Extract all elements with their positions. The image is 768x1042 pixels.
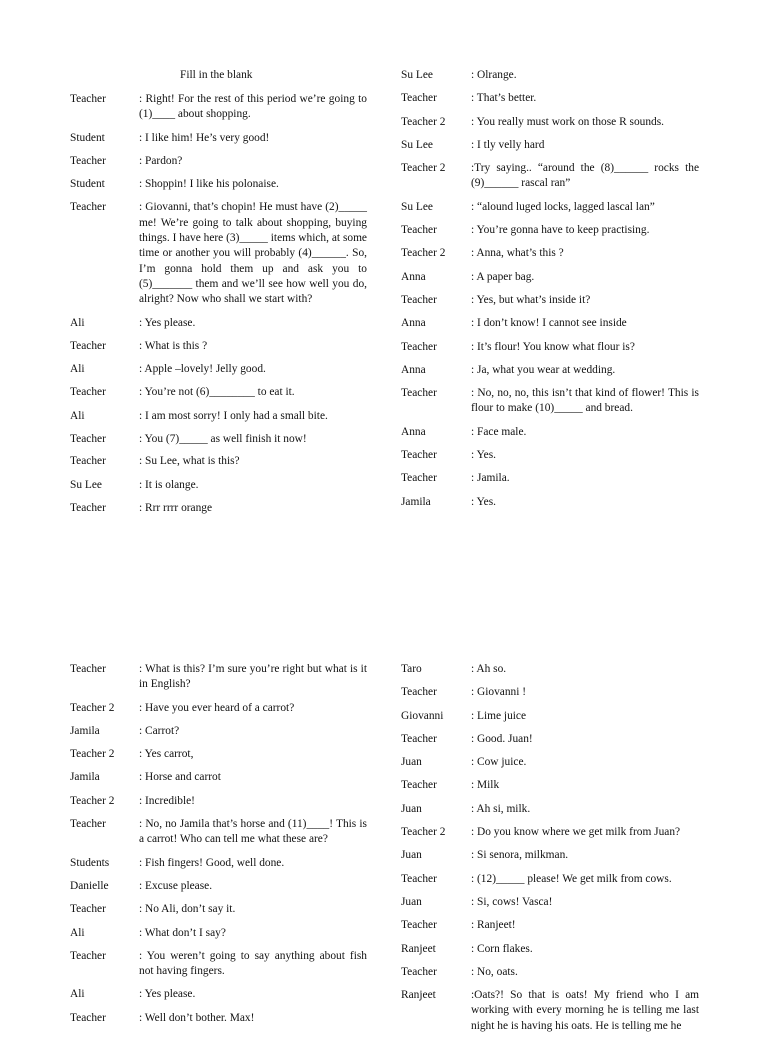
speaker-name: Teacher [401, 293, 437, 306]
dialogue-row [70, 200, 367, 307]
dialogue-row [70, 385, 367, 400]
dialogue-line: : What is this? I’m sure you’re right but what is it in English? [139, 663, 367, 691]
dialogue-line: : Fish fingers! Good, well done. [139, 856, 285, 869]
dialogue-row [70, 701, 367, 716]
dialogue-row [401, 988, 699, 1034]
speaker-name: Teacher [70, 903, 106, 916]
speaker-name: Teacher [70, 386, 106, 399]
speaker-name: Ali [70, 926, 85, 939]
speaker-name: Teacher [401, 472, 437, 485]
speaker-name: Ali [70, 409, 85, 422]
dialogue-row [401, 709, 699, 724]
dialogue-line: : Si senora, milkman. [471, 849, 569, 862]
dialogue-row [401, 316, 699, 331]
speaker-name: Anna [401, 270, 426, 283]
dialogue-row [401, 778, 699, 793]
speaker-name: Ali [70, 988, 85, 1001]
dialogue-row [70, 856, 367, 871]
dialogue-line: : I like him! He’s very good! [139, 131, 270, 144]
dialogue-row [70, 92, 367, 123]
dialogue-row [401, 91, 699, 106]
dialogue-line: : Yes. [471, 495, 497, 508]
speaker-name: Juan [401, 756, 422, 769]
speaker-name: Teacher [401, 387, 437, 400]
dialogue-row [401, 200, 699, 215]
dialogue-row [70, 794, 367, 809]
dialogue-line: : Do you know where we get milk from Juan? [471, 826, 681, 839]
dialogue-line: : It is olange. [139, 478, 199, 491]
dialogue-row [401, 386, 699, 417]
dialogue-line: : Ranjeet! [471, 919, 516, 932]
dialogue-row [401, 755, 699, 770]
speaker-name: Teacher [70, 339, 106, 352]
dialogue-line: : No, oats. [471, 965, 518, 978]
dialogue-line: : Yes please. [139, 988, 196, 1001]
speaker-name: Su Lee [401, 138, 433, 151]
dialogue-row [70, 747, 367, 762]
dialogue-line: : Yes carrot, [139, 748, 194, 761]
dialogue-row [70, 177, 367, 192]
dialogue-line: : (12)_____ please! We get milk from cows. [471, 872, 672, 885]
dialogue-line: : Corn flakes. [471, 942, 533, 955]
speaker-name: Ali [70, 316, 85, 329]
dialogue-row [401, 825, 699, 840]
dialogue-row [70, 879, 367, 894]
dialogue-line: : Carrot? [139, 724, 180, 737]
dialogue-row [70, 339, 367, 354]
dialogue-line: : Su Lee, what is this? [139, 455, 240, 468]
dialogue-line: : Yes please. [139, 316, 196, 329]
speaker-name: Teacher [401, 919, 437, 932]
speaker-name: Jamila [401, 495, 431, 508]
dialogue-row [401, 425, 699, 440]
dialogue-row [70, 454, 367, 469]
dialogue-line: : What is this ? [139, 339, 208, 352]
dialogue-line: : That’s better. [471, 92, 537, 105]
dialogue-column-top-left [70, 92, 367, 524]
dialogue-line: : It’s flour! You know what flour is? [471, 340, 635, 353]
speaker-name: Student [70, 131, 105, 144]
dialogue-line: : Right! For the rest of this period we’re going to (1)____ about shopping. [139, 93, 367, 121]
dialogue-line: : Anna, what’s this ? [471, 247, 564, 260]
dialogue-line: : You weren’t going to say anything about fish not having fingers. [139, 949, 367, 978]
dialogue-line: : Lime juice [471, 709, 527, 722]
dialogue-line: : Jamila. [471, 472, 510, 485]
dialogue-row [70, 987, 367, 1002]
speaker-name: Teacher [70, 663, 106, 675]
speaker-name: Teacher 2 [70, 748, 115, 761]
dialogue-line: : What don’t I say? [139, 926, 226, 939]
dialogue-row [401, 685, 699, 700]
speaker-name: Teacher 2 [401, 162, 446, 175]
dialogue-line: : Rrr rrrr orange [139, 501, 213, 514]
dialogue-line: : A paper bag. [471, 270, 535, 283]
dialogue-line: : Horse and carrot [139, 771, 221, 784]
dialogue-row [401, 965, 699, 980]
speaker-name: Teacher [401, 779, 437, 792]
dialogue-line: : Ah si, milk. [471, 802, 531, 815]
dialogue-line: : Yes, but what’s inside it? [471, 293, 591, 306]
dialogue-row [401, 471, 699, 486]
dialogue-row [70, 926, 367, 941]
dialogue-row [70, 131, 367, 146]
dialogue-row [401, 448, 699, 463]
dialogue-line: : Have you ever heard of a carrot? [139, 701, 295, 714]
dialogue-row [70, 478, 367, 493]
dialogue-row [70, 501, 367, 516]
speaker-name: Su Lee [401, 200, 433, 213]
dialogue-line: : You’re gonna have to keep practising. [471, 224, 650, 237]
speaker-name: Teacher [70, 201, 106, 214]
dialogue-row [401, 942, 699, 957]
dialogue-line: : Ja, what you wear at wedding. [471, 363, 616, 376]
speaker-name: Teacher 2 [401, 826, 446, 839]
speaker-name: Juan [401, 895, 422, 908]
dialogue-row [401, 732, 699, 747]
dialogue-line: : Good. Juan! [471, 732, 533, 745]
speaker-name: Anna [401, 363, 426, 376]
dialogue-row [70, 432, 367, 447]
speaker-name: Jamila [70, 771, 100, 784]
dialogue-line: : “alound luged locks, lagged lascal lan” [471, 200, 655, 213]
dialogue-line: : No, no, no, this isn’t that kind of flower! This is flour to make (10)_____ and bread. [471, 387, 699, 415]
speaker-name: Jamila [70, 724, 100, 737]
dialogue-row [70, 662, 367, 693]
dialogue-line: : You really must work on those R sounds. [471, 115, 665, 128]
dialogue-line: : Well don’t bother. Max! [139, 1011, 255, 1024]
dialogue-column-top-right [401, 68, 699, 518]
speaker-name: Teacher [70, 1011, 106, 1024]
speaker-name: Teacher [70, 455, 106, 468]
dialogue-line: : Cow juice. [471, 756, 527, 769]
speaker-name: Su Lee [401, 69, 433, 81]
speaker-name: Teacher [401, 449, 437, 462]
dialogue-line: : Face male. [471, 425, 527, 438]
speaker-name: Students [70, 856, 110, 869]
dialogue-line: : Si, cows! Vasca! [471, 895, 553, 908]
speaker-name: Su Lee [70, 478, 102, 491]
dialogue-row [401, 802, 699, 817]
dialogue-row [401, 270, 699, 285]
dialogue-line: : Excuse please. [139, 879, 213, 892]
dialogue-row [401, 363, 699, 378]
dialogue-row [401, 918, 699, 933]
page-title: Fill in the blank [180, 69, 253, 81]
speaker-name: Danielle [70, 879, 109, 892]
dialogue-column-bottom-right [401, 662, 699, 1042]
dialogue-row [401, 340, 699, 355]
dialogue-line: : Apple –lovely! Jelly good. [139, 363, 266, 376]
speaker-name: Teacher 2 [70, 701, 115, 714]
speaker-name: Teacher [401, 224, 437, 237]
speaker-name: Teacher [401, 686, 437, 699]
speaker-name: Teacher [70, 433, 106, 446]
dialogue-line: : You (7)_____ as well finish it now! [139, 433, 307, 446]
speaker-name: Juan [401, 802, 422, 815]
dialogue-line: : Olrange. [471, 69, 517, 81]
speaker-name: Teacher [401, 92, 437, 105]
speaker-name: Teacher 2 [70, 794, 115, 807]
dialogue-line: : Ah so. [471, 663, 507, 675]
speaker-name: Ali [70, 363, 85, 376]
dialogue-line: : I am most sorry! I only had a small bite. [139, 409, 328, 422]
speaker-name: Teacher [401, 732, 437, 745]
speaker-name: Teacher [401, 340, 437, 353]
speaker-name: Ranjeet [401, 989, 436, 1002]
speaker-name: Anna [401, 317, 426, 330]
dialogue-row [70, 724, 367, 739]
dialogue-row [401, 246, 699, 261]
speaker-name: Teacher [70, 949, 106, 962]
dialogue-row [401, 662, 699, 677]
dialogue-line: : Shoppin! I like his polonaise. [139, 178, 279, 191]
dialogue-line: :Oats?! So that is oats! My friend who I am working with every morning he is telling me last night he is having his oats. He is telling me he [471, 989, 699, 1032]
speaker-name: Taro [401, 663, 422, 675]
dialogue-row [401, 68, 699, 83]
speaker-name: Teacher [70, 501, 106, 514]
dialogue-line: : I don’t know! I cannot see inside [471, 317, 627, 330]
dialogue-line: :Try saying.. “around the (8)______ rocks the (9)______ rascal ran” [471, 162, 699, 190]
dialogue-row [401, 293, 699, 308]
dialogue-row [401, 848, 699, 863]
speaker-name: Teacher 2 [401, 115, 446, 128]
dialogue-row [401, 138, 699, 153]
dialogue-row [70, 154, 367, 169]
speaker-name: Teacher 2 [401, 247, 446, 260]
dialogue-row [70, 770, 367, 785]
dialogue-column-bottom-left [70, 662, 367, 1034]
dialogue-row [401, 161, 699, 192]
speaker-name: Giovanni [401, 709, 444, 722]
dialogue-line: : You’re not (6)________ to eat it. [139, 386, 295, 399]
speaker-name: Teacher [70, 93, 106, 105]
dialogue-line: : Pardon? [139, 154, 183, 167]
dialogue-row [70, 902, 367, 917]
speaker-name: Teacher [401, 965, 437, 978]
dialogue-row [70, 316, 367, 331]
dialogue-line: : Giovanni, that’s chopin! He must have (2)_____ me! We’re going to talk about shopping, buying things. I have here (3)_____ items which, at some time or another you will probably (4)______. So, I’m gonna hold them up and ask you to (5)_______ them and we’ll see how well you do, alright? Now who shall we start with? [139, 201, 367, 306]
dialogue-row [401, 895, 699, 910]
dialogue-row [70, 817, 367, 848]
dialogue-row [70, 949, 367, 980]
speaker-name: Juan [401, 849, 422, 862]
dialogue-row [70, 409, 367, 424]
dialogue-line: : No, no Jamila that’s horse and (11)____! This is a carrot! Who can tell me what these are? [139, 818, 367, 846]
dialogue-row [401, 872, 699, 887]
dialogue-row [401, 495, 699, 510]
speaker-name: Ranjeet [401, 942, 436, 955]
speaker-name: Anna [401, 425, 426, 438]
dialogue-line: : Yes. [471, 449, 497, 462]
dialogue-row [401, 223, 699, 238]
dialogue-row [401, 115, 699, 130]
dialogue-line: : Milk [471, 779, 500, 792]
dialogue-line: : Incredible! [139, 794, 195, 807]
dialogue-line: : No Ali, don’t say it. [139, 903, 236, 916]
dialogue-line: : Giovanni ! [471, 686, 527, 699]
dialogue-row [70, 362, 367, 377]
speaker-name: Student [70, 178, 105, 191]
dialogue-line: : I tly velly hard [471, 138, 545, 151]
speaker-name: Teacher [70, 154, 106, 167]
speaker-name: Teacher [70, 818, 106, 831]
speaker-name: Teacher [401, 872, 437, 885]
